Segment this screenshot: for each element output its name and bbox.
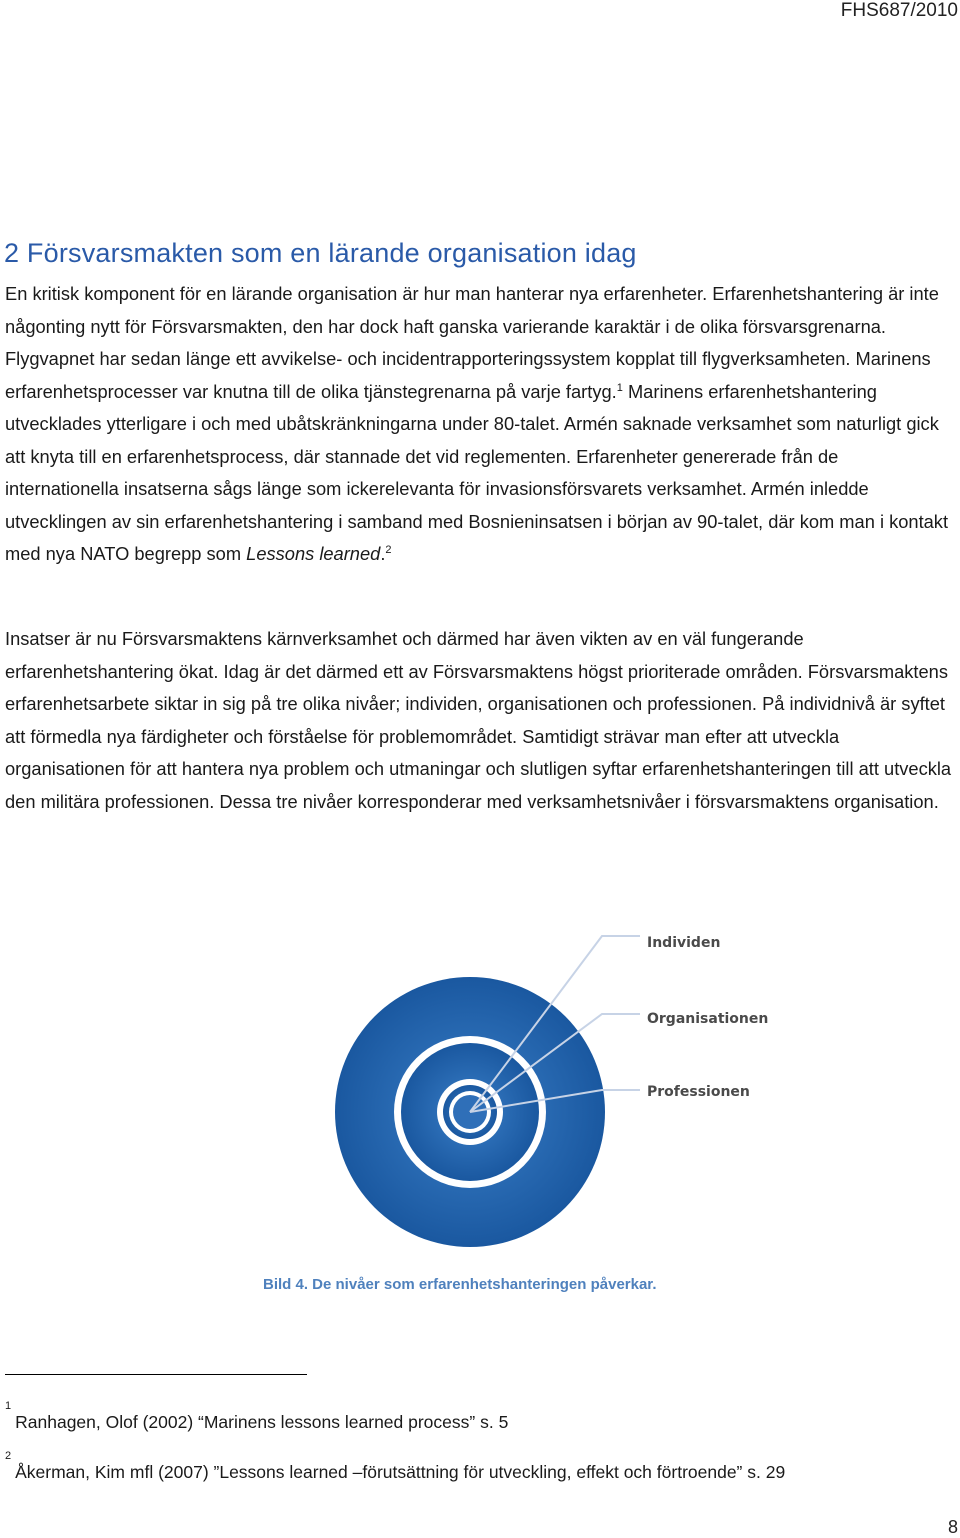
page-number: 8: [947, 1517, 958, 1537]
label-organisationen: Organisationen: [647, 1011, 769, 1027]
footnote-1-number: 1: [5, 1400, 12, 1412]
footnote-ref-1[interactable]: 1: [616, 381, 623, 394]
section-heading: 2 Försvarsmakten som en lärande organisation idag: [4, 238, 637, 268]
figure-caption: Bild 4. De nivåer som erfarenhetshanteringen påverkar.: [263, 1276, 657, 1293]
lessons-learned-term: Lessons learned: [246, 543, 381, 564]
footnote-1: [5, 1400, 509, 1433]
footnote-2-text: Åkerman, Kim mfl (2007) ”Lessons learned –förutsättning för utveckling, effekt och förtroende” s. 29: [15, 1462, 786, 1482]
footnote-2: [5, 1450, 786, 1483]
document-id: FHS687/2010: [840, 0, 958, 21]
label-individen: Individen: [647, 935, 721, 951]
concentric-levels-diagram: [330, 912, 770, 1254]
label-professionen: Professionen: [647, 1084, 750, 1100]
levels-figure: [330, 912, 770, 1254]
paragraph-2: Insatser är nu Försvarsmaktens kärnverksamhet och därmed har även vikten av en väl fungerande erfarenhetshantering ökat. Idag är det därmed ett av Försvarsmaktens högst prioriterade områden. Försvarsmaktens erfarenhetsarbete siktar in sig på tre olika nivåer; individen, organisationen och professionen. På individnivå är syftet att förmedla nya färdigheter och förståelse för problemområdet. Samtidigt strävar man efter att utveckla organisationen för att hantera nya problem och utmaningar och slutligen syftar erfarenhetshanteringen till att utveckla den militära professionen. Dessa tre nivåer korresponderar med verksamhetsnivåer i försvarsmaktens organisation.: [5, 628, 952, 812]
footnote-1-text: Ranhagen, Olof (2002) “Marinens lessons learned process” s. 5: [15, 1412, 509, 1432]
footnote-2-number: 2: [5, 1450, 12, 1462]
footnote-separator: [5, 1374, 307, 1375]
paragraph-1-part-a: En kritisk komponent för en lärande organisation är hur man hanterar nya erfarenheter. Erfarenhetshantering är inte någonting nytt för Försvarsmakten, den har dock haft ganska varierande karaktär i de olika försvarsgrenarna. Flygvapnet har sedan länge ett avvikelse- och incidentrapporteringssystem kopplat till flygverksamheten. Marinens erfarenhetsprocesser var knutna till de olika tjänstegrenarna på varje fartyg.: [5, 283, 939, 402]
paragraph-1-part-b: Marinens erfarenhetshantering utvecklades ytterligare i och med ubåtskränkningarna under 80-talet. Armén saknade verksamhet som naturligt gick att knyta till en erfarenhetsprocess, där stannade det vid reglementen. Erfarenheter genererade från de internationella insatserna sågs länge som ickerelevanta för invasionsförsvarets verksamhet. Armén inledde utvecklingen av sin erfarenhetshantering i samband med Bosnieninsatsen i början av 90-talet, där kom man i kontakt med nya NATO begrepp som: [5, 380, 949, 564]
paragraph-1-part-c: .: [380, 543, 386, 564]
footnote-ref-2[interactable]: 2: [385, 543, 392, 556]
paragraph-1: [5, 278, 955, 571]
